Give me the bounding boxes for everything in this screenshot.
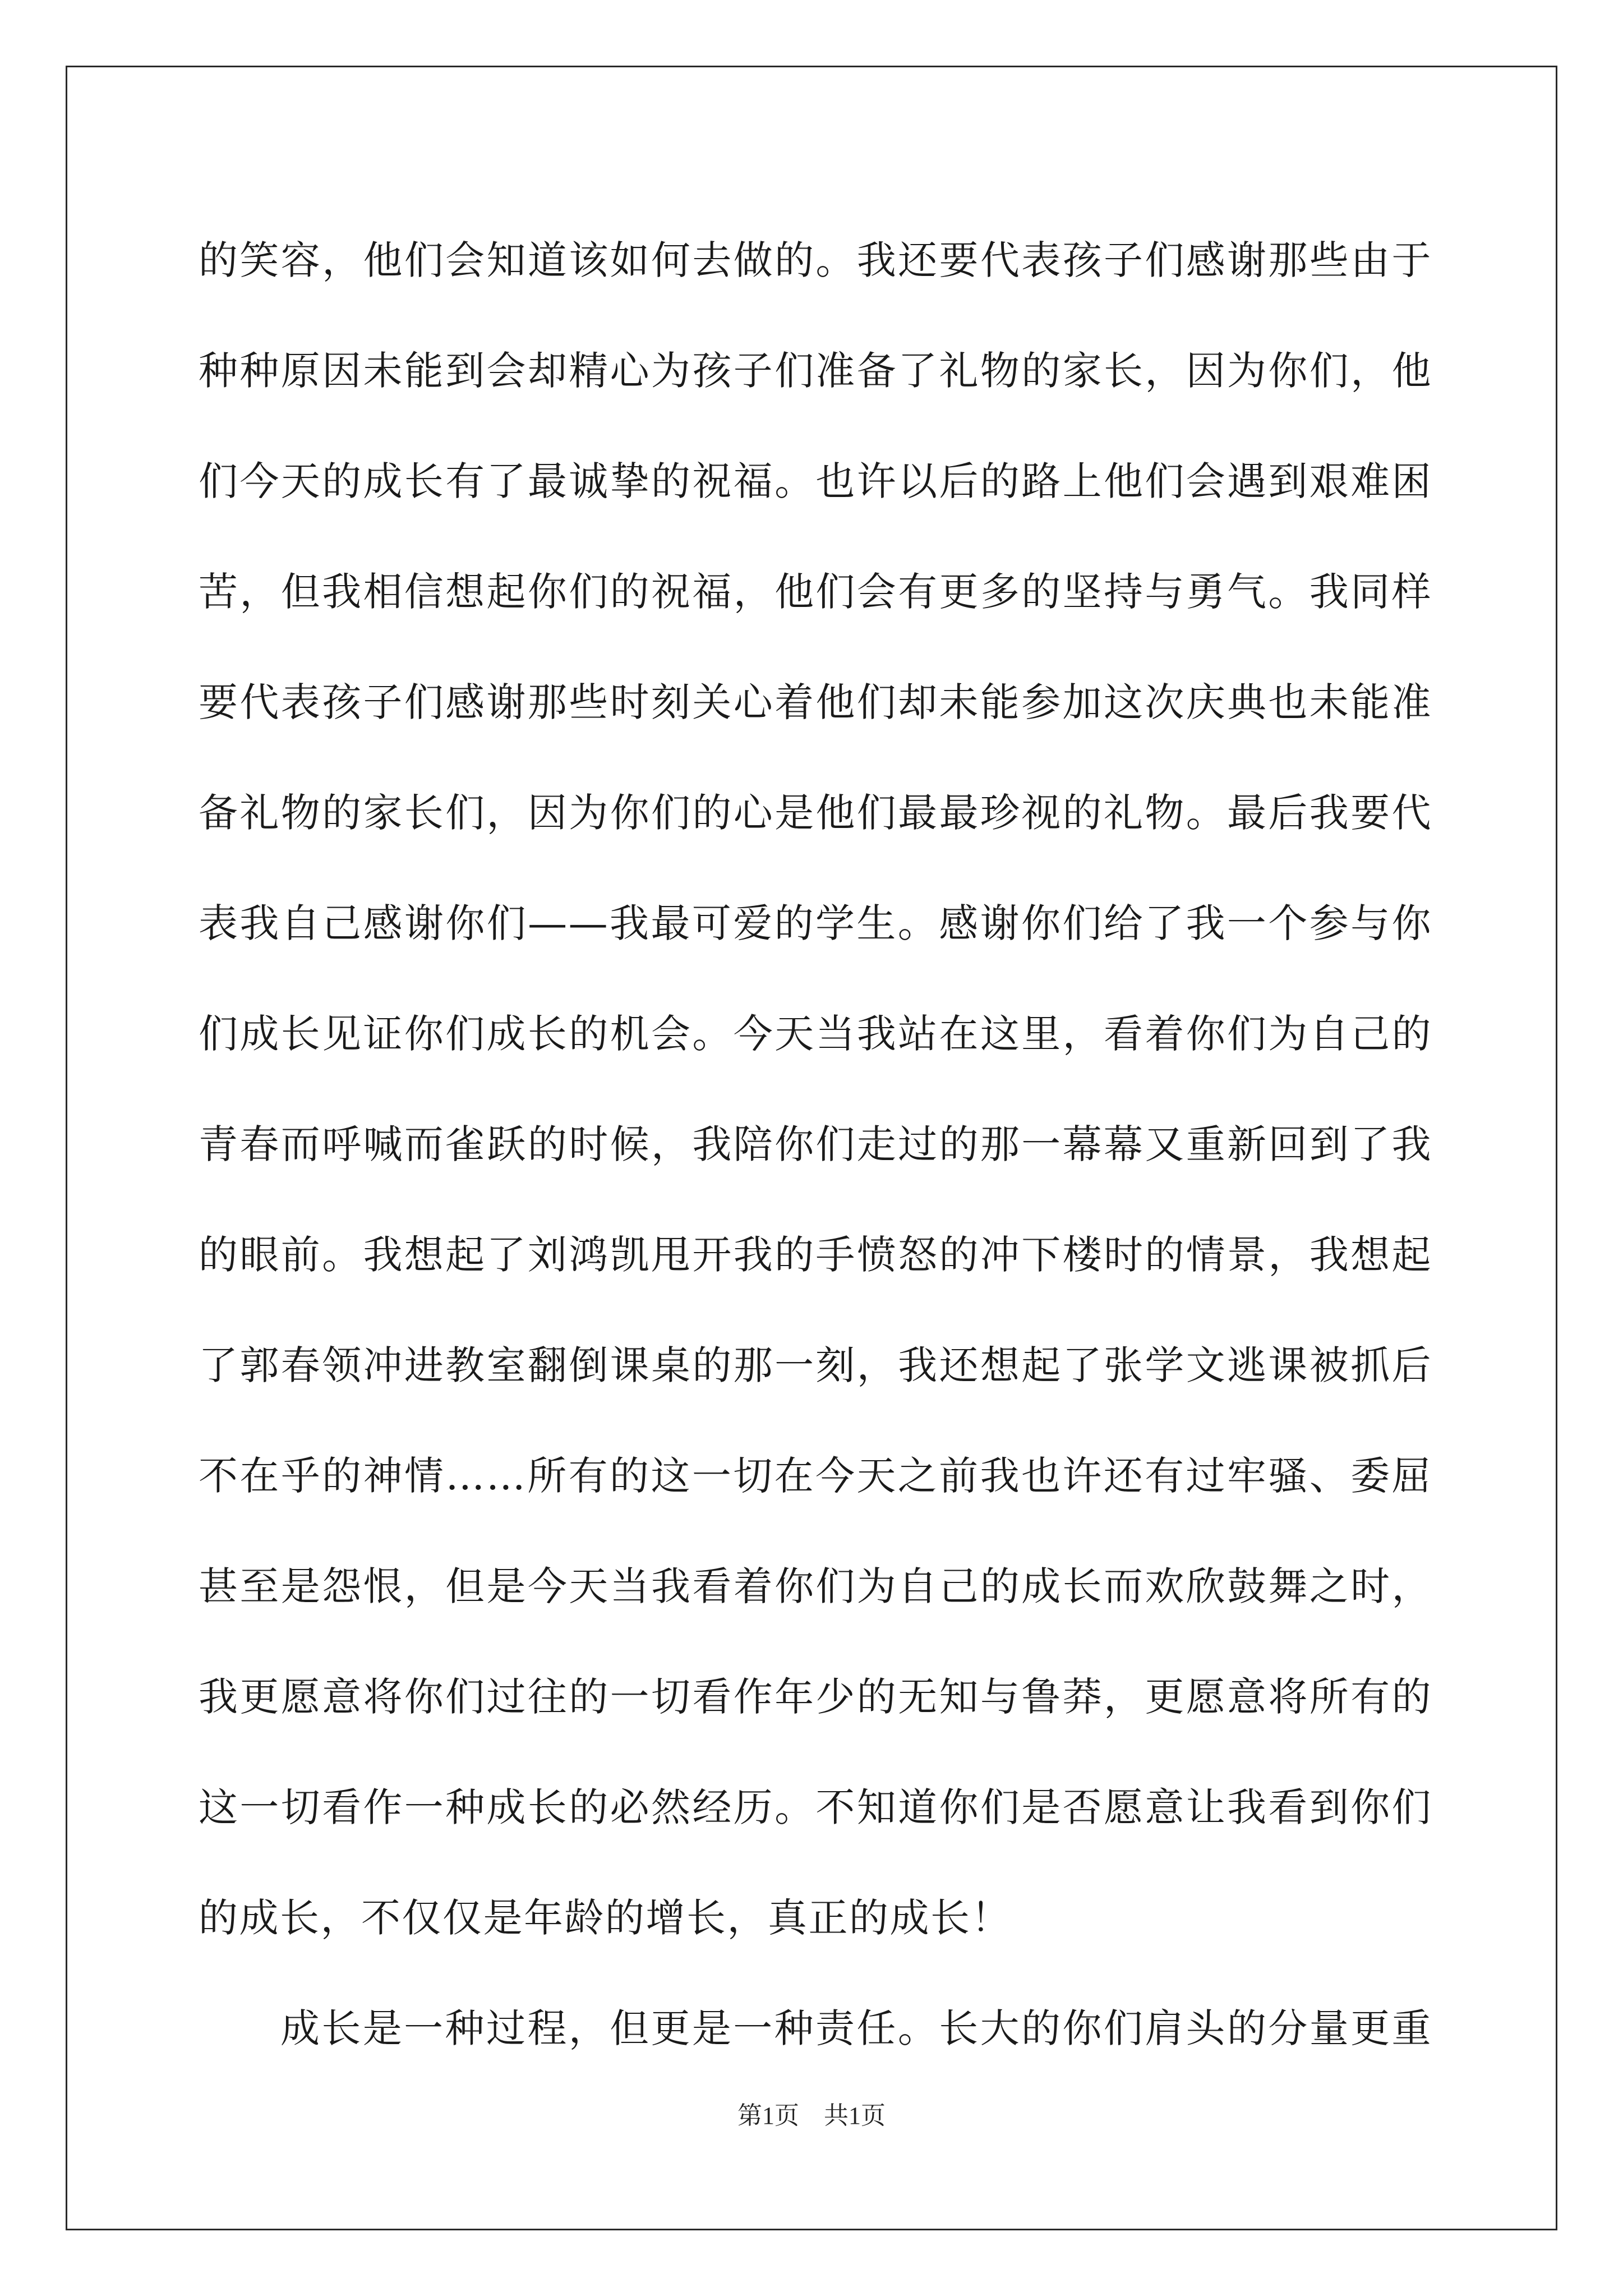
text-line: 表我自己感谢你们——我最可爱的学生。感谢你们给了我一个参与你 bbox=[199, 900, 1432, 946]
text-line: 们成长见证你们成长的机会。今天当我站在这里，看着你们为自己的 bbox=[199, 1011, 1432, 1057]
text-line: 备礼物的家长们，因为你们的心是他们最最珍视的礼物。最后我要代 bbox=[199, 790, 1432, 836]
text-line: 的眼前。我想起了刘鸿凯甩开我的手愤怒的冲下楼时的情景，我想起 bbox=[199, 1232, 1432, 1278]
page-number-footer: 第1页 共1页 bbox=[737, 2102, 886, 2129]
text-line: 这一切看作一种成长的必然经历。不知道你们是否愿意让我看到你们 bbox=[199, 1784, 1432, 1830]
text-line: 的成长，不仅仅是年龄的增长，真正的成长！ bbox=[199, 1895, 1012, 1941]
text-line: 我更愿意将你们过往的一切看作年少的无知与鲁莽，更愿意将所有的 bbox=[199, 1674, 1432, 1720]
text-line: 苦，但我相信想起你们的祝福，他们会有更多的坚持与勇气。我同样 bbox=[199, 569, 1432, 615]
text-line: 了郭春领冲进教室翻倒课桌的那一刻，我还想起了张学文逃课被抓后 bbox=[199, 1342, 1432, 1388]
text-line: 不在乎的神情……所有的这一切在今天之前我也许还有过牢骚、委屈 bbox=[199, 1453, 1432, 1499]
text-line: 青春而呼喊而雀跃的时候，我陪你们走过的那一幕幕又重新回到了我 bbox=[199, 1121, 1432, 1167]
document-body bbox=[199, 205, 1432, 2084]
text-line: 种种原因未能到会却精心为孩子们准备了礼物的家长，因为你们，他 bbox=[199, 348, 1432, 394]
text-line: 甚至是怨恨，但是今天当我看着你们为自己的成长而欢欣鼓舞之时， bbox=[199, 1563, 1432, 1609]
text-line: 的笑容，他们会知道该如何去做的。我还要代表孩子们感谢那些由于 bbox=[199, 237, 1432, 283]
text-line: 们今天的成长有了最诚挚的祝福。也许以后的路上他们会遇到艰难困 bbox=[199, 458, 1432, 504]
text-line: 要代表孩子们感谢那些时刻关心着他们却未能参加这次庆典也未能准 bbox=[199, 679, 1432, 725]
paragraph-first-line: 成长是一种过程，但更是一种责任。长大的你们肩头的分量更重 bbox=[280, 2005, 1432, 2051]
